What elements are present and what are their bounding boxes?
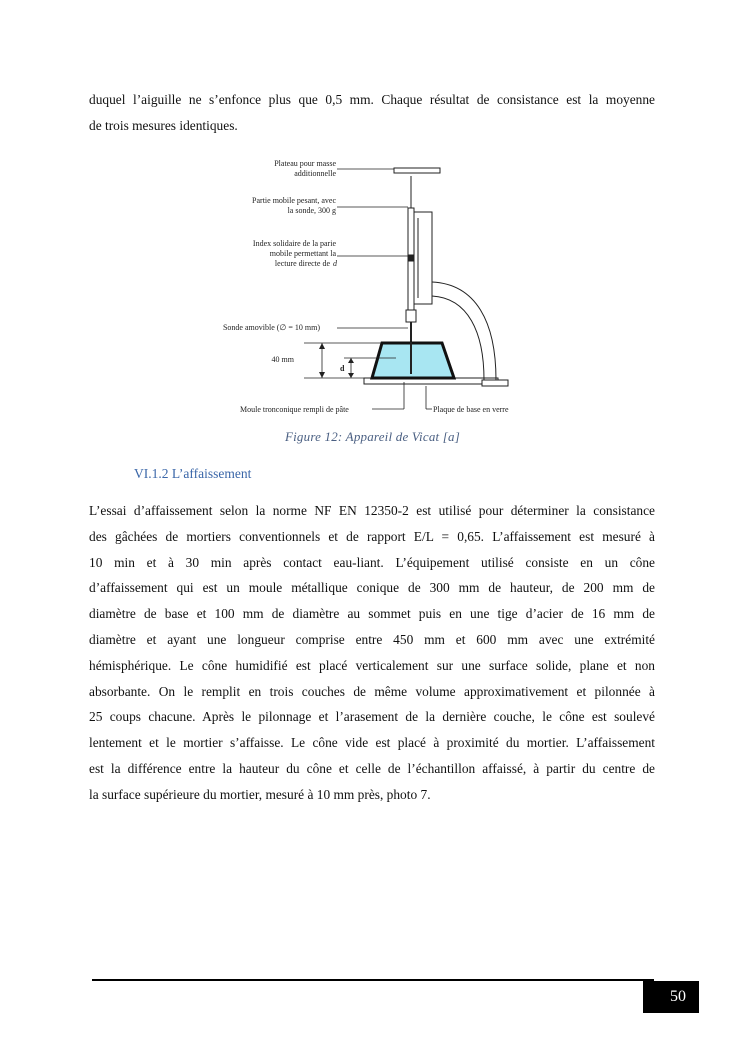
label-sonde: Sonde amovible (∅ = 10 mm) <box>222 323 320 332</box>
frame-column <box>414 212 432 304</box>
plateau <box>394 168 440 173</box>
stand-base <box>482 380 508 386</box>
intro-line-1: duquel l’aiguille ne s’enfonce plus que 0,5 mm. Chaque résultat de consistance est la moyenne <box>89 92 655 107</box>
label-plateau-2: additionnelle <box>294 169 336 178</box>
body-line: diamètre et ayant une longueur comprise entre 450 mm et 600 mm avec une extrémité <box>89 631 655 647</box>
footer-rule <box>92 979 654 981</box>
label-index-2: mobile permettant la <box>269 249 336 258</box>
mortar-mould <box>372 343 454 378</box>
body-line: L’essai d’affaissement selon la norme NF EN 12350-2 est utilisé pour déterminer la consistance <box>89 503 655 518</box>
body-line: hémisphérique. Le cône humidifié est placé verticalement sur une surface solide, plane et non <box>89 657 655 673</box>
label-plateau-1: Plateau pour masse <box>274 159 336 168</box>
page-number: 50 <box>670 988 686 1005</box>
body-line: 10 min et à 30 min après contact eau-liant. L’équipement utilisé consiste en un cône <box>89 554 655 570</box>
body-line: est la différence entre la hauteur du cône et celle de l’échantillon affaissé, à partir du centre de <box>89 760 655 776</box>
body-paragraph <box>89 498 655 808</box>
body-line: la surface supérieure du mortier, mesuré à 10 mm près, photo 7. <box>89 786 431 802</box>
page-number-box <box>643 981 699 1013</box>
vicat-apparatus-diagram <box>196 152 546 424</box>
body-line: absorbante. On le remplit en trois couches de même volume approximativement et pilonnée à <box>89 683 655 699</box>
intro-line-2: de trois mesures identiques. <box>89 117 238 133</box>
figure-caption: Figure 12: Appareil de Vicat [a] <box>284 429 460 444</box>
body-line: d’affaissement qui est un moule métallique conique de 300 mm de hauteur, de 200 mm de <box>89 580 655 596</box>
body-line: des gâchées de mortiers conventionnels et de rapport E/L = 0,65. L’affaissement est mesuré à <box>89 528 655 544</box>
intro-paragraph <box>89 87 655 139</box>
label-plaque: Plaque de base en verre <box>433 405 509 414</box>
body-line: lentement et le mortier s’affaisse. Le cône vide est placé à proximité du mortier. L’affaissement <box>89 735 655 751</box>
label-40mm: 40 mm <box>271 355 294 364</box>
label-partie-1: Partie mobile pesant, avec <box>252 196 336 205</box>
body-line: diamètre de base et 100 mm de diamètre au sommet puis en une tige d’acier de 16 mm de <box>89 606 655 622</box>
label-d: d <box>340 364 345 373</box>
body-line: 25 coups chacune. Après le pilonnage et l’arasement de la dernière couche, le cône est soulevé <box>89 709 655 725</box>
label-index-3: lecture directe de <box>274 259 330 268</box>
label-index-var: d <box>333 259 337 268</box>
section-heading: VI.1.2 L’affaissement <box>134 466 252 481</box>
label-index-1: Index solidaire de la parie <box>252 239 336 248</box>
label-partie-2: la sonde, 300 g <box>287 206 336 215</box>
index-mark <box>408 255 414 261</box>
label-moule: Moule tronconique rempli de pâte <box>240 405 349 414</box>
